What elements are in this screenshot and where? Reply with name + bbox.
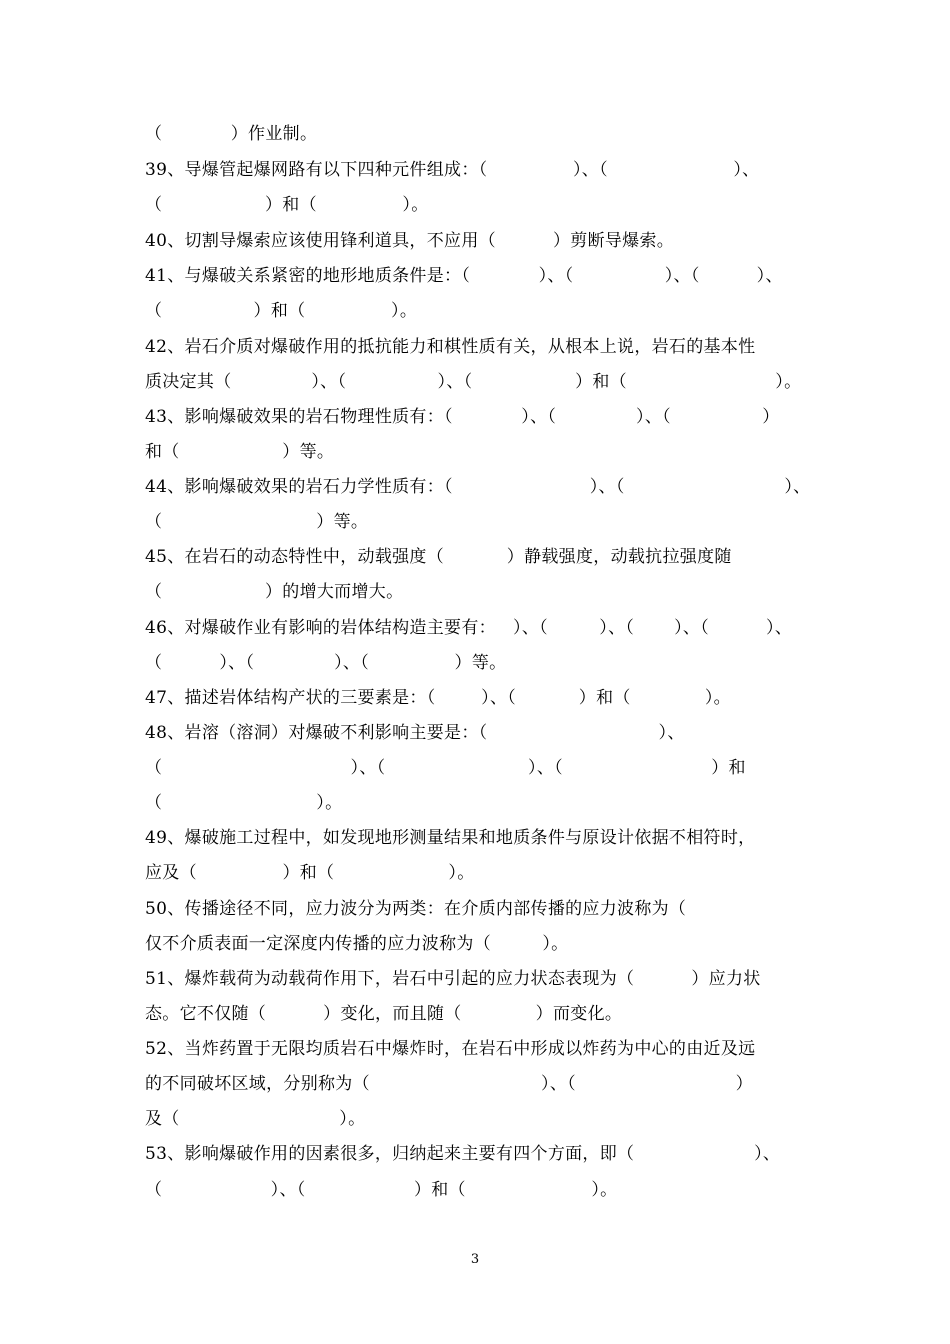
question-42-line-1: 42、岩石介质对爆破作用的抵抗能力和棋性质有关，从根本上说，岩石的基本性	[145, 337, 756, 357]
question-49-line-2: 应及（ ）和（ ）。	[145, 863, 475, 883]
question-39-line-1: 39、导爆管起爆网路有以下四种元件组成：（ ）、（ ）、	[145, 160, 760, 180]
question-44-line-1: 44、影响爆破效果的岩石力学性质有：（ ）、（ ）、	[145, 477, 811, 497]
question-51-line-1: 51、爆炸载荷为动载荷作用下，岩石中引起的应力状态表现为（ ）应力状	[145, 969, 761, 989]
question-53-line-1: 53、影响爆破作用的因素很多，归纳起来主要有四个方面，即（ ）、	[145, 1144, 781, 1164]
question-48-line-2: （ ）、（ ）、（ ）和	[145, 758, 746, 778]
question-41-line-1: 41、与爆破关系紧密的地形地质条件是：（ ）、（ ）、（ ）、	[145, 266, 783, 286]
question-52-line-2: 的不同破坏区域，分别称为（ ）、（ ）	[145, 1074, 753, 1094]
question-47-line-1: 47、描述岩体结构产状的三要素是：（ ）、（ ）和（ ）。	[145, 688, 731, 708]
text-line: （ ）作业制。	[145, 124, 318, 144]
question-50-line-1: 50、传播途径不同，应力波分为两类：在介质内部传播的应力波称为（	[145, 899, 687, 919]
question-51-line-2: 态。它不仅随（ ）变化，而且随（ ）而变化。	[145, 1004, 623, 1024]
question-44-line-2: （ ）等。	[145, 512, 369, 532]
question-40-line-1: 40、切割导爆索应该使用锋利道具，不应用（ ）剪断导爆索。	[145, 231, 675, 251]
question-49-line-1: 49、爆破施工过程中，如发现地形测量结果和地质条件与原设计依据不相符时，	[145, 828, 756, 848]
question-41-line-2: （ ）和（ ）。	[145, 301, 418, 321]
question-43-line-1: 43、影响爆破效果的岩石物理性质有：（ ）、（ ）、（ ）	[145, 407, 780, 427]
question-48-line-1: 48、岩溶（溶洞）对爆破不利影响主要是：（ ）、	[145, 723, 685, 743]
question-46-line-2: （ ）、（ ）、（ ）等。	[145, 653, 507, 673]
question-50-line-2: 仅不介质表面一定深度内传播的应力波称为（ ）。	[145, 934, 569, 954]
question-53-line-2: （ ）、（ ）和（ ）。	[145, 1180, 618, 1200]
question-45-line-2: （ ）的增大而增大。	[145, 582, 404, 602]
question-52-line-3: 及（ ）。	[145, 1109, 366, 1129]
question-39-line-2: （ ）和（ ）。	[145, 195, 429, 215]
question-48-line-3: （ ）。	[145, 793, 343, 813]
question-42-line-2: 质决定其（ ）、（ ）、（ ）和（ ）。	[145, 372, 802, 392]
question-46-line-1: 46、对爆破作业有影响的岩体结构造主要有： ）、（ ）、（ ）、（ ）、	[145, 618, 793, 638]
question-52-line-1: 52、当炸药置于无限均质岩石中爆炸时，在岩石中形成以炸药为中心的由近及远	[145, 1039, 756, 1059]
page-number: 3	[470, 1252, 480, 1267]
question-43-line-2: 和（ ）等。	[145, 442, 335, 462]
question-45-line-1: 45、在岩石的动态特性中，动载强度（ ）静载强度，动载抗拉强度随	[145, 547, 732, 567]
